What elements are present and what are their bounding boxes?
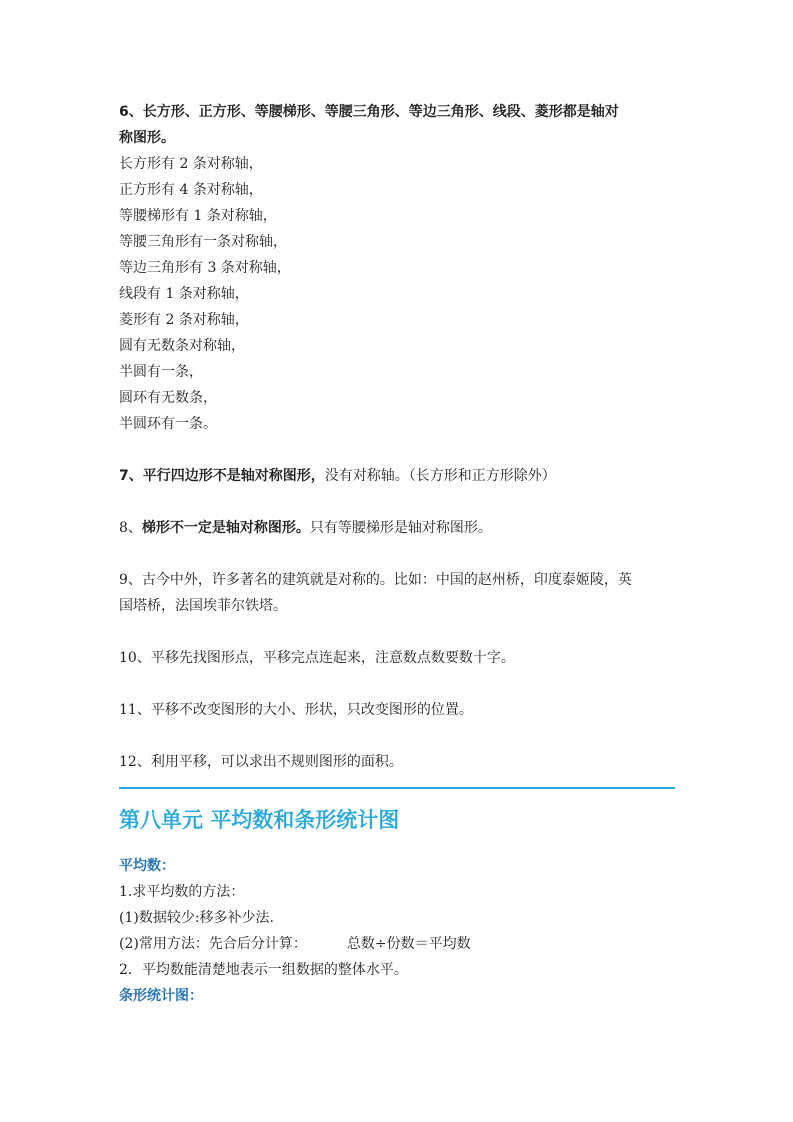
list-item: 长方形有 2 条对称轴，: [119, 156, 263, 172]
average-line-2: (1)数据较少:移多补少法.: [119, 910, 274, 926]
item-8-rest: 只有等腰梯形是轴对称图形。: [309, 520, 492, 536]
item-7-bold: 7、平行四边形不是轴对称图形，: [119, 468, 325, 484]
list-item: 半圆环有一条。: [119, 416, 217, 432]
document-body: [119, 99, 675, 1009]
average-method: (2)常用方法：先合后分计算：: [119, 936, 307, 952]
list-item: 圆环有无数条，: [119, 390, 217, 406]
section-divider: [119, 787, 675, 789]
section-heading: 第八单元 平均数和条形统计图: [119, 808, 400, 832]
average-line-1: 1.求平均数的方法：: [119, 884, 245, 900]
item-11: 11、平移不改变图形的大小、形状，只改变图形的位置。: [119, 702, 473, 718]
list-item: 圆有无数条对称轴，: [119, 338, 245, 354]
list-item: 线段有 1 条对称轴，: [119, 286, 249, 302]
item-9-line2: 国塔桥，法国埃菲尔铁塔。: [119, 598, 287, 614]
average-line-3: [119, 931, 675, 957]
item-8: [119, 515, 675, 541]
item-10: 10、平移先找图形点，平移完点连起来，注意数点数要数十字。: [119, 650, 515, 666]
list-item: 半圆有一条，: [119, 364, 203, 380]
item-12: 12、利用平移，可以求出不规则图形的面积。: [119, 754, 403, 770]
average-subheading: 平均数：: [119, 858, 175, 874]
list-item: 等边三角形有 3 条对称轴，: [119, 260, 291, 276]
list-item: 正方形有 4 条对称轴，: [119, 182, 263, 198]
average-line-4: 2．平均数能清楚地表示一组数据的整体水平。: [119, 962, 408, 978]
item-6-title-line2: 称图形。: [119, 130, 175, 146]
item-6-title-line1: 6、长方形、正方形、等腰梯形、等腰三角形、等边三角形、线段、菱形都是轴对: [119, 104, 619, 120]
item-6-list: [119, 151, 675, 437]
item-8-num: 8、: [119, 520, 142, 536]
item-7: [119, 463, 675, 489]
list-item: 等腰三角形有一条对称轴，: [119, 234, 287, 250]
bar-chart-subheading: 条形统计图：: [119, 988, 203, 1004]
item-8-bold: 梯形不一定是轴对称图形。: [141, 520, 310, 536]
item-9-line1: 9、古今中外，许多著名的建筑就是对称的。比如：中国的赵州桥，印度泰姬陵，英: [119, 572, 632, 588]
list-item: 等腰梯形有 1 条对称轴，: [119, 208, 277, 224]
average-formula: 总数÷份数＝平均数: [346, 936, 471, 952]
list-item: 菱形有 2 条对称轴，: [119, 312, 249, 328]
item-7-rest: 没有对称轴。（长方形和正方形除外）: [324, 468, 556, 484]
